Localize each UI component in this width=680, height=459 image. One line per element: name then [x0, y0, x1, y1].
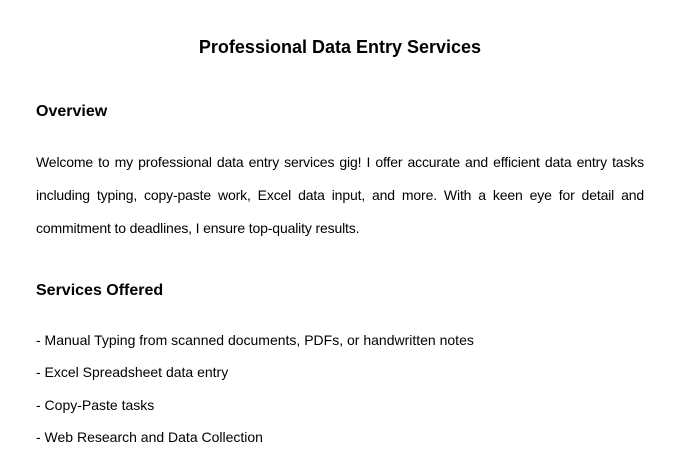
services-offered-heading: Services Offered — [36, 282, 164, 299]
service-item-copy-paste: - Copy-Paste tasks — [36, 397, 155, 413]
service-item-manual-typing: - Manual Typing from scanned documents, PDFs, or handwritten notes — [36, 332, 474, 348]
service-item-excel-entry: - Excel Spreadsheet data entry — [36, 364, 229, 380]
overview-paragraph: Welcome to my professional data entry services gig! I offer accurate and efficient data entry tasks including typing, copy-paste work, Excel data input, and more. With a keen eye for detail and commitment to deadlines, I ensure top-quality results. — [36, 154, 644, 236]
document-title: Professional Data Entry Services — [198, 37, 482, 57]
service-item-web-research: - Web Research and Data Collection — [36, 429, 263, 445]
overview-heading: Overview — [36, 103, 108, 120]
